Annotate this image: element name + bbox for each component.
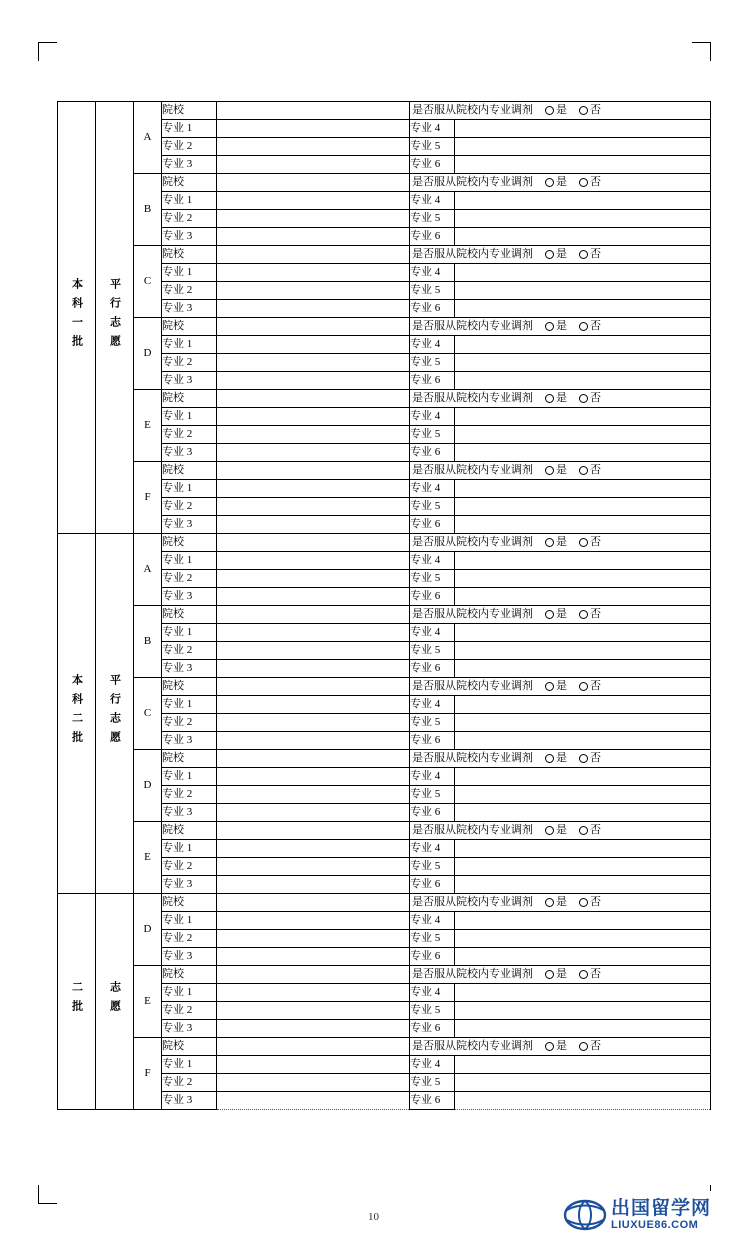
watermark-url: LIUXUE86.COM — [611, 1218, 699, 1231]
field-label: 专业 2 — [162, 642, 217, 660]
field-label: 专业 1 — [162, 408, 217, 426]
adjust-question[interactable]: 是否服从院校内专业调剂 是 否 — [410, 462, 711, 480]
batch-label: 本科二批 — [58, 534, 96, 894]
field-input[interactable] — [217, 318, 410, 336]
field-label: 专业 5 — [410, 930, 455, 948]
field-label: 专业 5 — [410, 786, 455, 804]
volunteer-type-label: 平行志愿 — [96, 102, 134, 534]
field-label: 专业 3 — [162, 516, 217, 534]
field-input[interactable] — [217, 1020, 410, 1038]
field-input[interactable] — [217, 210, 410, 228]
table-row — [58, 1038, 711, 1056]
field-label: 专业 5 — [410, 354, 455, 372]
field-label: 专业 3 — [162, 588, 217, 606]
field-label: 院校 — [162, 750, 217, 768]
field-input[interactable] — [455, 840, 711, 858]
table-row — [58, 534, 711, 552]
field-input[interactable] — [217, 930, 410, 948]
field-label: 院校 — [162, 822, 217, 840]
field-label: 专业 2 — [162, 1074, 217, 1092]
field-label: 专业 5 — [410, 1002, 455, 1020]
table-row — [58, 678, 711, 696]
field-label: 专业 1 — [162, 912, 217, 930]
field-label: 院校 — [162, 1038, 217, 1056]
adjust-question[interactable]: 是否服从院校内专业调剂 是 否 — [410, 966, 711, 984]
field-input[interactable] — [455, 426, 711, 444]
field-input[interactable] — [217, 606, 410, 624]
field-input[interactable] — [455, 786, 711, 804]
field-label: 专业 2 — [162, 426, 217, 444]
field-input[interactable] — [217, 480, 410, 498]
field-label: 专业 4 — [410, 912, 455, 930]
field-label: 院校 — [162, 894, 217, 912]
field-input[interactable] — [455, 264, 711, 282]
field-label: 专业 6 — [410, 1020, 455, 1038]
field-input[interactable] — [217, 786, 410, 804]
volunteer-form-sheet — [57, 101, 710, 1110]
adjust-question[interactable]: 是否服从院校内专业调剂 是 否 — [410, 1038, 711, 1056]
field-input[interactable] — [217, 732, 410, 750]
field-input[interactable] — [217, 948, 410, 966]
adjust-question[interactable]: 是否服从院校内专业调剂 是 否 — [410, 822, 711, 840]
field-input[interactable] — [455, 408, 711, 426]
table-row — [58, 606, 711, 624]
watermark-name: 出国留学网 — [611, 1198, 712, 1220]
field-label: 专业 1 — [162, 984, 217, 1002]
watermark-text — [611, 1199, 711, 1231]
field-label: 专业 3 — [162, 948, 217, 966]
field-label: 专业 2 — [162, 282, 217, 300]
field-input[interactable] — [217, 246, 410, 264]
group-letter: E — [134, 822, 162, 894]
field-label: 专业 6 — [410, 876, 455, 894]
field-label: 专业 5 — [410, 570, 455, 588]
volunteer-table — [57, 101, 711, 1110]
field-input[interactable] — [455, 912, 711, 930]
group-letter: A — [134, 534, 162, 606]
field-label: 专业 6 — [410, 660, 455, 678]
field-label: 院校 — [162, 318, 217, 336]
field-label: 专业 5 — [410, 642, 455, 660]
field-input[interactable] — [455, 570, 711, 588]
field-input[interactable] — [217, 840, 410, 858]
field-label: 专业 2 — [162, 138, 217, 156]
field-input[interactable] — [217, 444, 410, 462]
field-label: 专业 6 — [410, 804, 455, 822]
field-label: 专业 4 — [410, 840, 455, 858]
table-row — [58, 318, 711, 336]
field-label: 专业 5 — [410, 714, 455, 732]
field-input[interactable] — [217, 768, 410, 786]
field-input[interactable] — [217, 1092, 410, 1110]
adjust-question[interactable]: 是否服从院校内专业调剂 是 否 — [410, 894, 711, 912]
table-row — [58, 750, 711, 768]
field-label: 专业 1 — [162, 336, 217, 354]
field-input[interactable] — [455, 804, 711, 822]
field-label: 专业 3 — [162, 372, 217, 390]
field-label: 专业 6 — [410, 156, 455, 174]
field-input[interactable] — [217, 624, 410, 642]
field-input[interactable] — [455, 768, 711, 786]
field-input[interactable] — [217, 642, 410, 660]
field-label: 专业 6 — [410, 228, 455, 246]
field-label: 专业 5 — [410, 138, 455, 156]
group-letter: F — [134, 1038, 162, 1110]
group-letter: B — [134, 606, 162, 678]
group-letter: B — [134, 174, 162, 246]
field-label: 专业 3 — [162, 732, 217, 750]
field-label: 专业 2 — [162, 570, 217, 588]
field-label: 专业 6 — [410, 516, 455, 534]
field-input[interactable] — [455, 498, 711, 516]
table-row — [58, 822, 711, 840]
crop-mark-bottom-left — [38, 1185, 57, 1204]
field-label: 专业 1 — [162, 552, 217, 570]
field-label: 专业 4 — [410, 624, 455, 642]
table-row — [58, 390, 711, 408]
field-input[interactable] — [217, 264, 410, 282]
page-number: 10 — [368, 1211, 379, 1223]
field-label: 专业 5 — [410, 498, 455, 516]
field-input[interactable] — [217, 804, 410, 822]
field-input[interactable] — [455, 930, 711, 948]
field-label: 专业 5 — [410, 1074, 455, 1092]
adjust-question[interactable]: 是否服从院校内专业调剂 是 否 — [410, 678, 711, 696]
adjust-question[interactable]: 是否服从院校内专业调剂 是 否 — [410, 102, 711, 120]
volunteer-type-label: 志愿 — [96, 894, 134, 1110]
field-label: 专业 1 — [162, 192, 217, 210]
field-input[interactable] — [455, 696, 711, 714]
field-input[interactable] — [455, 210, 711, 228]
field-label: 专业 4 — [410, 192, 455, 210]
field-label: 专业 5 — [410, 210, 455, 228]
field-label: 院校 — [162, 678, 217, 696]
field-input[interactable] — [217, 696, 410, 714]
field-label: 专业 6 — [410, 588, 455, 606]
field-label: 专业 4 — [410, 1056, 455, 1074]
field-label: 专业 2 — [162, 858, 217, 876]
field-input[interactable] — [455, 732, 711, 750]
field-input[interactable] — [455, 354, 711, 372]
field-input[interactable] — [217, 138, 410, 156]
field-input[interactable] — [217, 552, 410, 570]
field-input[interactable] — [217, 570, 410, 588]
field-label: 专业 6 — [410, 732, 455, 750]
field-label: 院校 — [162, 966, 217, 984]
field-input[interactable] — [217, 534, 410, 552]
field-input[interactable] — [455, 372, 711, 390]
batch-label: 本科一批 — [58, 102, 96, 534]
field-input[interactable] — [217, 426, 410, 444]
group-letter: F — [134, 462, 162, 534]
field-label: 专业 3 — [162, 804, 217, 822]
field-input[interactable] — [455, 1002, 711, 1020]
field-label: 专业 1 — [162, 264, 217, 282]
adjust-question[interactable]: 是否服从院校内专业调剂 是 否 — [410, 246, 711, 264]
table-row — [58, 174, 711, 192]
volunteer-type-label: 平行志愿 — [96, 534, 134, 894]
field-label: 专业 1 — [162, 1056, 217, 1074]
field-label: 院校 — [162, 606, 217, 624]
table-row — [58, 462, 711, 480]
field-input[interactable] — [455, 624, 711, 642]
field-input[interactable] — [217, 120, 410, 138]
field-input[interactable] — [455, 858, 711, 876]
field-label: 专业 4 — [410, 120, 455, 138]
field-label: 专业 1 — [162, 624, 217, 642]
field-input[interactable] — [217, 192, 410, 210]
field-label: 专业 4 — [410, 336, 455, 354]
adjust-question[interactable]: 是否服从院校内专业调剂 是 否 — [410, 606, 711, 624]
adjust-question[interactable]: 是否服从院校内专业调剂 是 否 — [410, 174, 711, 192]
field-label: 专业 2 — [162, 786, 217, 804]
crop-mark-top-right — [692, 42, 711, 61]
field-input[interactable] — [217, 750, 410, 768]
field-label: 专业 3 — [162, 300, 217, 318]
field-input[interactable] — [217, 462, 410, 480]
field-label: 院校 — [162, 462, 217, 480]
field-input[interactable] — [455, 876, 711, 894]
group-letter: D — [134, 318, 162, 390]
adjust-question[interactable]: 是否服从院校内专业调剂 是 否 — [410, 750, 711, 768]
field-input[interactable] — [217, 1038, 410, 1056]
field-input[interactable] — [217, 102, 410, 120]
table-row — [58, 894, 711, 912]
field-input[interactable] — [217, 984, 410, 1002]
field-label: 专业 4 — [410, 696, 455, 714]
batch-label: 二批 — [58, 894, 96, 1110]
field-label: 专业 2 — [162, 714, 217, 732]
field-label: 院校 — [162, 246, 217, 264]
field-label: 专业 6 — [410, 300, 455, 318]
field-label: 专业 4 — [410, 984, 455, 1002]
watermark — [563, 1191, 739, 1239]
field-label: 专业 5 — [410, 426, 455, 444]
field-input[interactable] — [217, 156, 410, 174]
field-input[interactable] — [217, 354, 410, 372]
field-input[interactable] — [217, 1002, 410, 1020]
field-label: 专业 6 — [410, 948, 455, 966]
field-input[interactable] — [217, 876, 410, 894]
field-label: 专业 3 — [162, 660, 217, 678]
field-input[interactable] — [455, 984, 711, 1002]
field-label: 专业 2 — [162, 498, 217, 516]
field-label: 专业 3 — [162, 156, 217, 174]
field-input[interactable] — [455, 480, 711, 498]
field-input[interactable] — [217, 678, 410, 696]
field-label: 专业 1 — [162, 480, 217, 498]
field-input[interactable] — [455, 300, 711, 318]
field-input[interactable] — [217, 390, 410, 408]
field-input[interactable] — [455, 336, 711, 354]
field-input[interactable] — [217, 1056, 410, 1074]
table-row — [58, 102, 711, 120]
field-label: 专业 3 — [162, 1020, 217, 1038]
field-input[interactable] — [217, 300, 410, 318]
field-input[interactable] — [217, 858, 410, 876]
table-row — [58, 246, 711, 264]
field-input[interactable] — [217, 912, 410, 930]
field-label: 专业 6 — [410, 372, 455, 390]
field-label: 专业 4 — [410, 768, 455, 786]
field-input[interactable] — [217, 174, 410, 192]
adjust-question[interactable]: 是否服从院校内专业调剂 是 否 — [410, 534, 711, 552]
field-input[interactable] — [217, 966, 410, 984]
group-letter: E — [134, 966, 162, 1038]
field-input[interactable] — [455, 642, 711, 660]
group-letter: D — [134, 894, 162, 966]
field-label: 专业 2 — [162, 1002, 217, 1020]
table-row — [58, 966, 711, 984]
field-label: 专业 5 — [410, 282, 455, 300]
field-input[interactable] — [217, 408, 410, 426]
field-input[interactable] — [217, 822, 410, 840]
field-label: 专业 6 — [410, 1092, 455, 1110]
field-label: 专业 2 — [162, 210, 217, 228]
globe-icon — [563, 1195, 607, 1235]
field-label: 专业 3 — [162, 876, 217, 894]
field-label: 专业 1 — [162, 696, 217, 714]
field-input[interactable] — [217, 336, 410, 354]
field-label: 专业 3 — [162, 228, 217, 246]
field-input[interactable] — [455, 444, 711, 462]
field-input[interactable] — [455, 228, 711, 246]
field-input[interactable] — [217, 714, 410, 732]
field-label: 专业 1 — [162, 120, 217, 138]
field-input[interactable] — [217, 660, 410, 678]
field-input[interactable] — [455, 660, 711, 678]
field-input[interactable] — [455, 552, 711, 570]
group-letter: E — [134, 390, 162, 462]
field-label: 专业 4 — [410, 408, 455, 426]
field-label: 专业 1 — [162, 768, 217, 786]
field-input[interactable] — [455, 192, 711, 210]
field-label: 专业 5 — [410, 858, 455, 876]
field-input[interactable] — [217, 894, 410, 912]
field-input[interactable] — [455, 1092, 711, 1110]
group-letter: D — [134, 750, 162, 822]
field-input[interactable] — [455, 516, 711, 534]
field-label: 专业 3 — [162, 1092, 217, 1110]
field-label: 专业 1 — [162, 840, 217, 858]
field-label: 专业 3 — [162, 444, 217, 462]
field-label: 专业 4 — [410, 480, 455, 498]
field-input[interactable] — [217, 372, 410, 390]
field-input[interactable] — [217, 588, 410, 606]
field-input[interactable] — [455, 1020, 711, 1038]
field-input[interactable] — [455, 1074, 711, 1092]
group-letter: C — [134, 246, 162, 318]
adjust-question[interactable]: 是否服从院校内专业调剂 是 否 — [410, 318, 711, 336]
field-input[interactable] — [217, 282, 410, 300]
field-input[interactable] — [455, 588, 711, 606]
field-label: 院校 — [162, 534, 217, 552]
field-input[interactable] — [455, 120, 711, 138]
field-input[interactable] — [455, 138, 711, 156]
field-label: 院校 — [162, 390, 217, 408]
group-letter: A — [134, 102, 162, 174]
field-input[interactable] — [217, 498, 410, 516]
field-label: 专业 2 — [162, 930, 217, 948]
field-label: 专业 4 — [410, 552, 455, 570]
field-input[interactable] — [217, 516, 410, 534]
field-input[interactable] — [455, 156, 711, 174]
field-label: 院校 — [162, 102, 217, 120]
field-label: 院校 — [162, 174, 217, 192]
field-input[interactable] — [455, 948, 711, 966]
field-label: 专业 6 — [410, 444, 455, 462]
crop-mark-top-left — [38, 42, 57, 61]
field-label: 专业 4 — [410, 264, 455, 282]
field-input[interactable] — [217, 1074, 410, 1092]
adjust-question[interactable]: 是否服从院校内专业调剂 是 否 — [410, 390, 711, 408]
field-input[interactable] — [217, 228, 410, 246]
field-label: 专业 2 — [162, 354, 217, 372]
field-input[interactable] — [455, 714, 711, 732]
group-letter: C — [134, 678, 162, 750]
field-input[interactable] — [455, 1056, 711, 1074]
field-input[interactable] — [455, 282, 711, 300]
